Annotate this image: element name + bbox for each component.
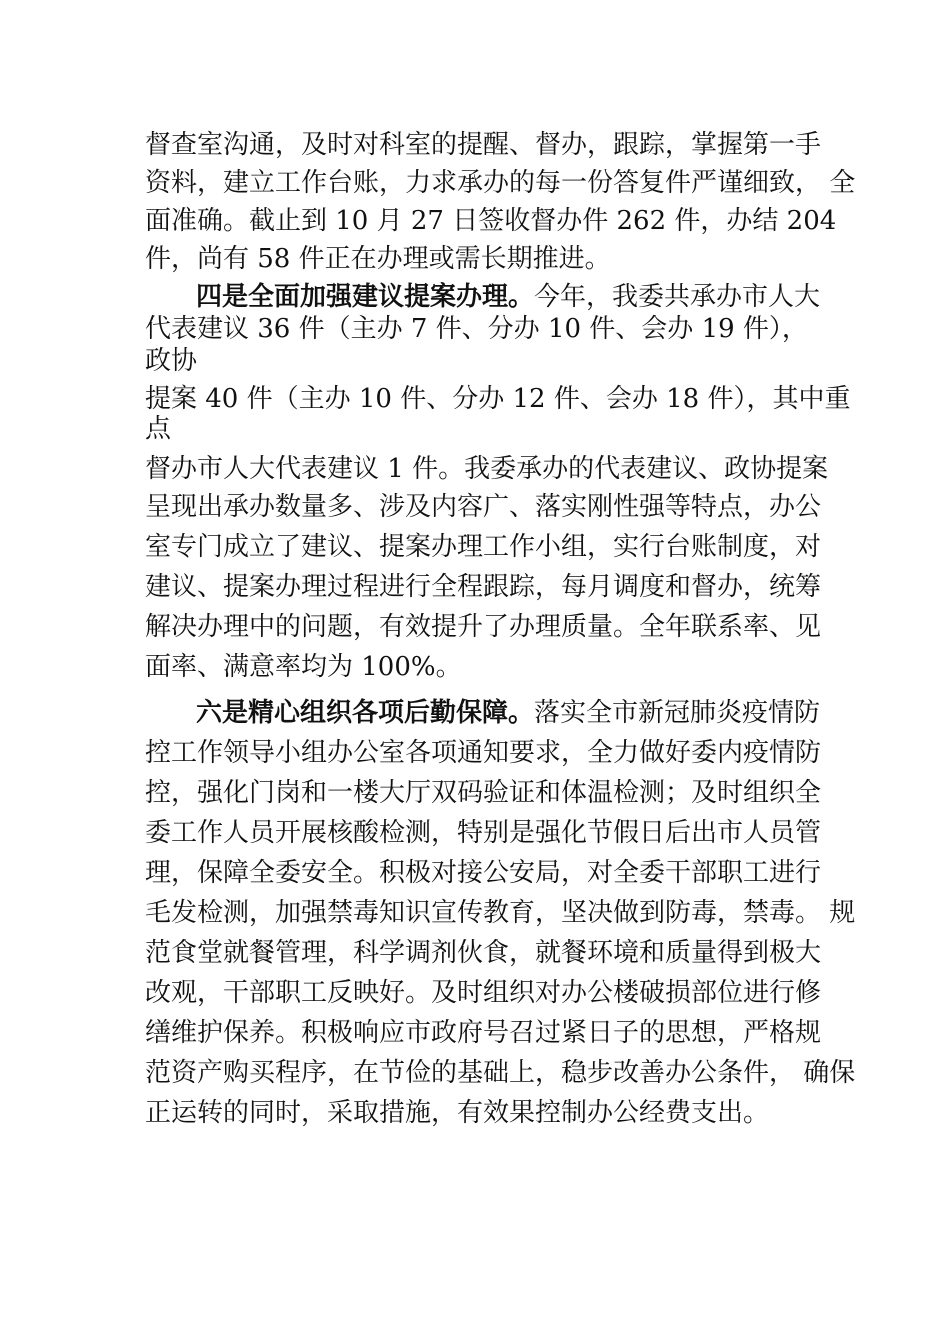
text-line: 解决办理中的问题，有效提升了办理质量。全年联系率、见 — [145, 612, 822, 642]
text-line: 资料，建立工作台账，力求承办的每一份答复件严谨细致， 全 — [145, 168, 856, 198]
text-line: 面准确。截止到 10 月 27 日签收督办件 262 件，办结 204 — [145, 206, 837, 236]
section-heading: 四是全面加强建议提案办理。 — [196, 282, 535, 312]
text-line: 控，强化门岗和一楼大厅双码验证和体温检测；及时组织全 — [145, 778, 822, 808]
text-line: 范食堂就餐管理，科学调剂伙食，就餐环境和质量得到极大 — [145, 938, 822, 968]
text-line: 委工作人员开展核酸检测，特别是强化节假日后出市人员管 — [145, 818, 822, 848]
paragraph-first-line — [196, 282, 820, 312]
text-line: 正运转的同时，采取措施，有效果控制办公经费支出。 — [145, 1098, 770, 1128]
text-line: 缮维护保养。积极响应市政府号召过紧日子的思想，严格规 — [145, 1018, 822, 1048]
text-line: 督办市人大代表建议 1 件。我委承办的代表建议、政协提案 — [145, 454, 829, 484]
text-line: 督查室沟通，及时对科室的提醒、督办，跟踪，掌握第一手 — [145, 130, 822, 160]
text-line: 代表建议 36 件（主办 7 件、分办 10 件、会办 19 件）， — [145, 314, 808, 344]
paragraph-first-line — [196, 698, 820, 728]
text-line: 室专门成立了建议、提案办理工作小组，实行台账制度，对 — [145, 532, 822, 562]
text-run: 落实全市新冠肺炎疫情防 — [534, 698, 821, 728]
text-line: 范资产购买程序，在节俭的基础上，稳步改善办公条件， 确保 — [145, 1058, 856, 1088]
text-line: 毛发检测，加强禁毒知识宣传教育，坚决做到防毒，禁毒。 规 — [145, 898, 856, 928]
text-line: 建议、提案办理过程进行全程跟踪，每月调度和督办，统筹 — [145, 572, 822, 602]
text-line: 呈现出承办数量多、涉及内容广、落实刚性强等特点，办公 — [145, 492, 822, 522]
text-line: 件，尚有 58 件正在办理或需长期推进。 — [145, 244, 611, 274]
text-line: 点 — [145, 414, 172, 444]
section-heading: 六是精心组织各项后勤保障。 — [196, 698, 535, 728]
text-run: 今年，我委共承办市人大 — [534, 282, 821, 312]
text-line: 理，保障全委安全。积极对接公安局，对全委干部职工进行 — [145, 858, 822, 888]
text-line: 改观，干部职工反映好。及时组织对办公楼破损部位进行修 — [145, 978, 822, 1008]
text-line: 政协 — [145, 346, 198, 376]
text-line: 面率、满意率均为 100%。 — [145, 652, 462, 682]
text-line: 控工作领导小组办公室各项通知要求，全力做好委内疫情防 — [145, 738, 822, 768]
text-line: 提案 40 件（主办 10 件、分办 12 件、会办 18 件），其中重 — [145, 384, 851, 414]
